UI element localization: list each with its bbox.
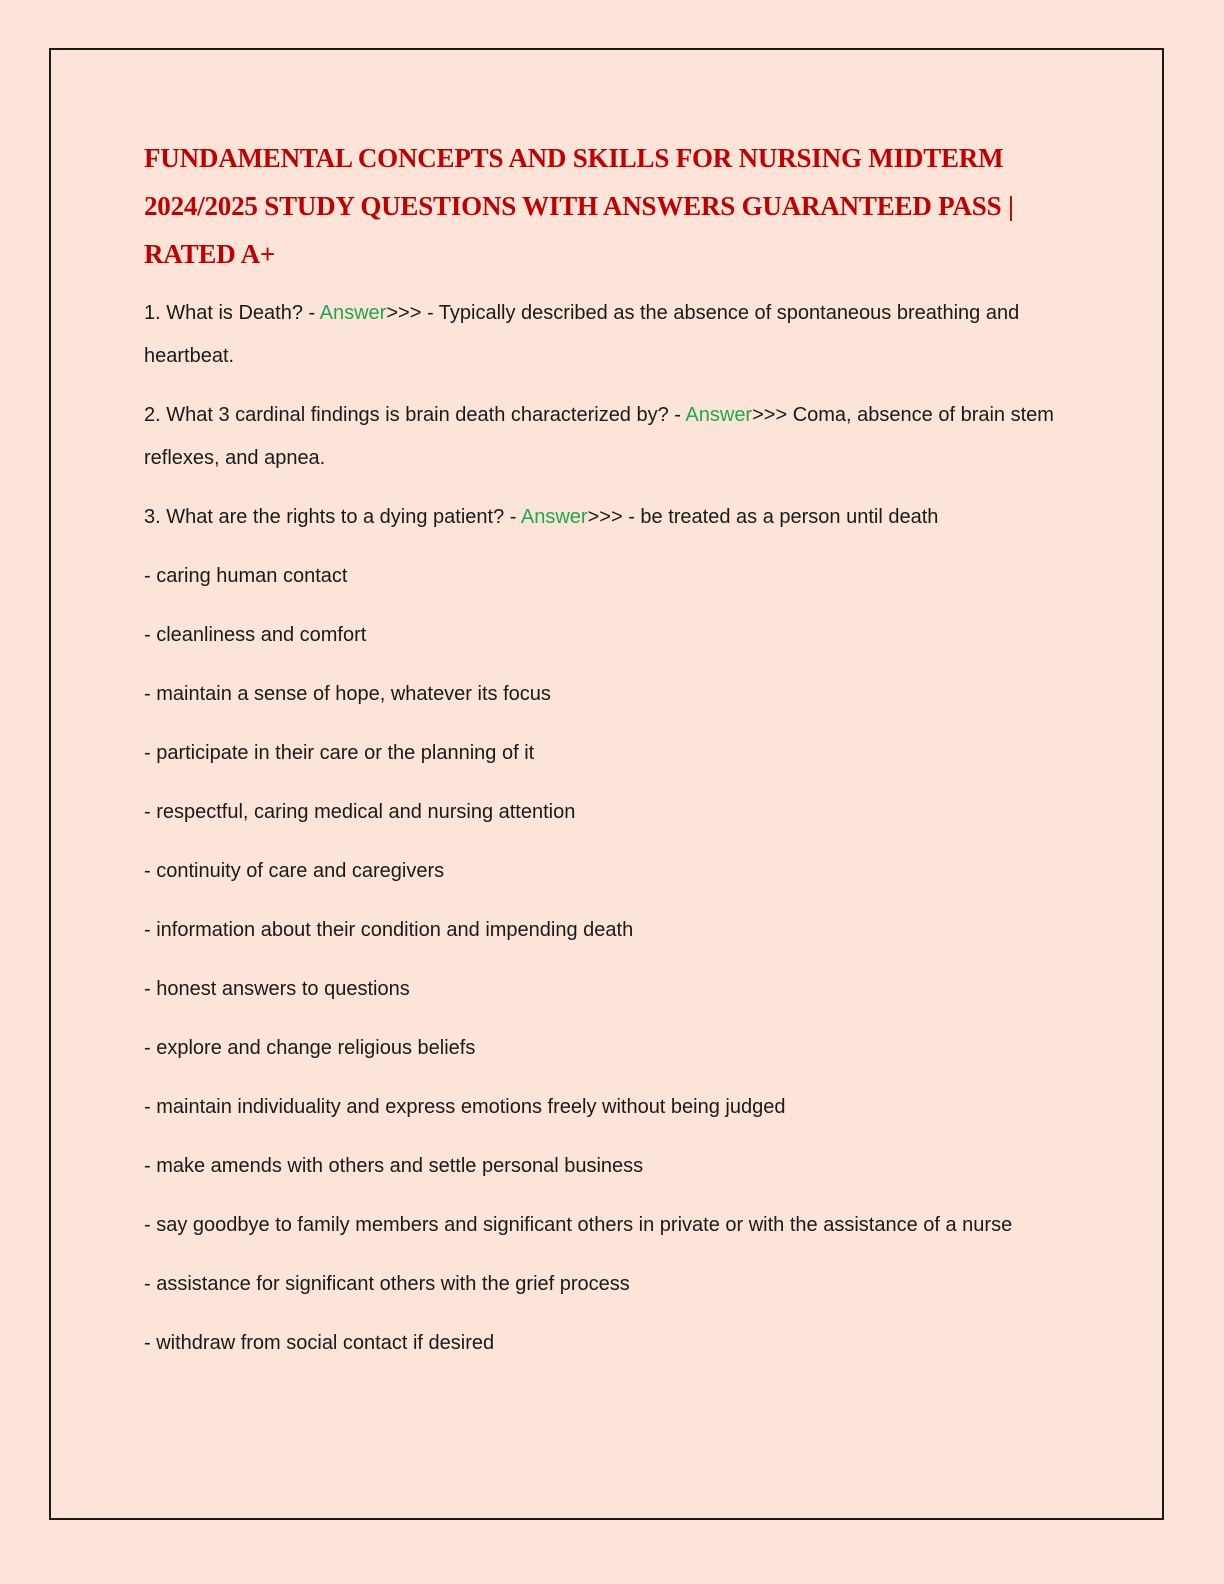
question-text: 2. What 3 cardinal findings is brain death characterized by? - bbox=[144, 404, 686, 426]
qa-item-1 bbox=[144, 292, 1084, 378]
rights-list-item: - maintain a sense of hope, whatever its focus bbox=[144, 683, 551, 705]
rights-list-item: - cleanliness and comfort bbox=[144, 624, 367, 646]
rights-list-item: - explore and change religious beliefs bbox=[144, 1037, 476, 1059]
rights-list-item: - maintain individuality and express emotions freely without being judged bbox=[144, 1096, 786, 1118]
answer-label: Answer bbox=[685, 404, 753, 426]
rights-list-item: - caring human contact bbox=[144, 565, 348, 587]
document-title: FUNDAMENTAL CONCEPTS AND SKILLS FOR NURSING MIDTERM 2024/2025 STUDY QUESTIONS WITH ANSWERS GUARANTEED PASS | RATED A+ bbox=[144, 143, 1014, 269]
qa-item-2 bbox=[144, 394, 1084, 480]
rights-list-item: - withdraw from social contact if desired bbox=[144, 1332, 495, 1354]
rights-list-item: - say goodbye to family members and significant others in private or with the assistance of a nurse bbox=[144, 1214, 1013, 1236]
answer-text: >>> - Typically described as the absence of spontaneous breathing and heartbeat. bbox=[144, 302, 1020, 367]
rights-list-item: - honest answers to questions bbox=[144, 978, 410, 1000]
answer-label: Answer bbox=[520, 506, 588, 528]
rights-list-item: - make amends with others and settle personal business bbox=[144, 1155, 644, 1177]
rights-list-item: - respectful, caring medical and nursing attention bbox=[144, 801, 576, 823]
question-text: 3. What are the rights to a dying patient? - bbox=[144, 506, 521, 528]
question-text: 1. What is Death? - bbox=[144, 302, 320, 324]
answer-label: Answer bbox=[319, 302, 387, 324]
answer-text: >>> - be treated as a person until death bbox=[587, 506, 939, 528]
document-body bbox=[144, 134, 1084, 1365]
rights-list-item: - participate in their care or the planning of it bbox=[144, 742, 535, 764]
answer-text: >>> Coma, absence of brain stem reflexes, and apnea. bbox=[144, 404, 1054, 469]
rights-list-item: - information about their condition and impending death bbox=[144, 919, 634, 941]
qa-item-3 bbox=[144, 496, 1084, 539]
rights-list-item: - assistance for significant others with the grief process bbox=[144, 1273, 630, 1295]
rights-list-item: - continuity of care and caregivers bbox=[144, 860, 445, 882]
